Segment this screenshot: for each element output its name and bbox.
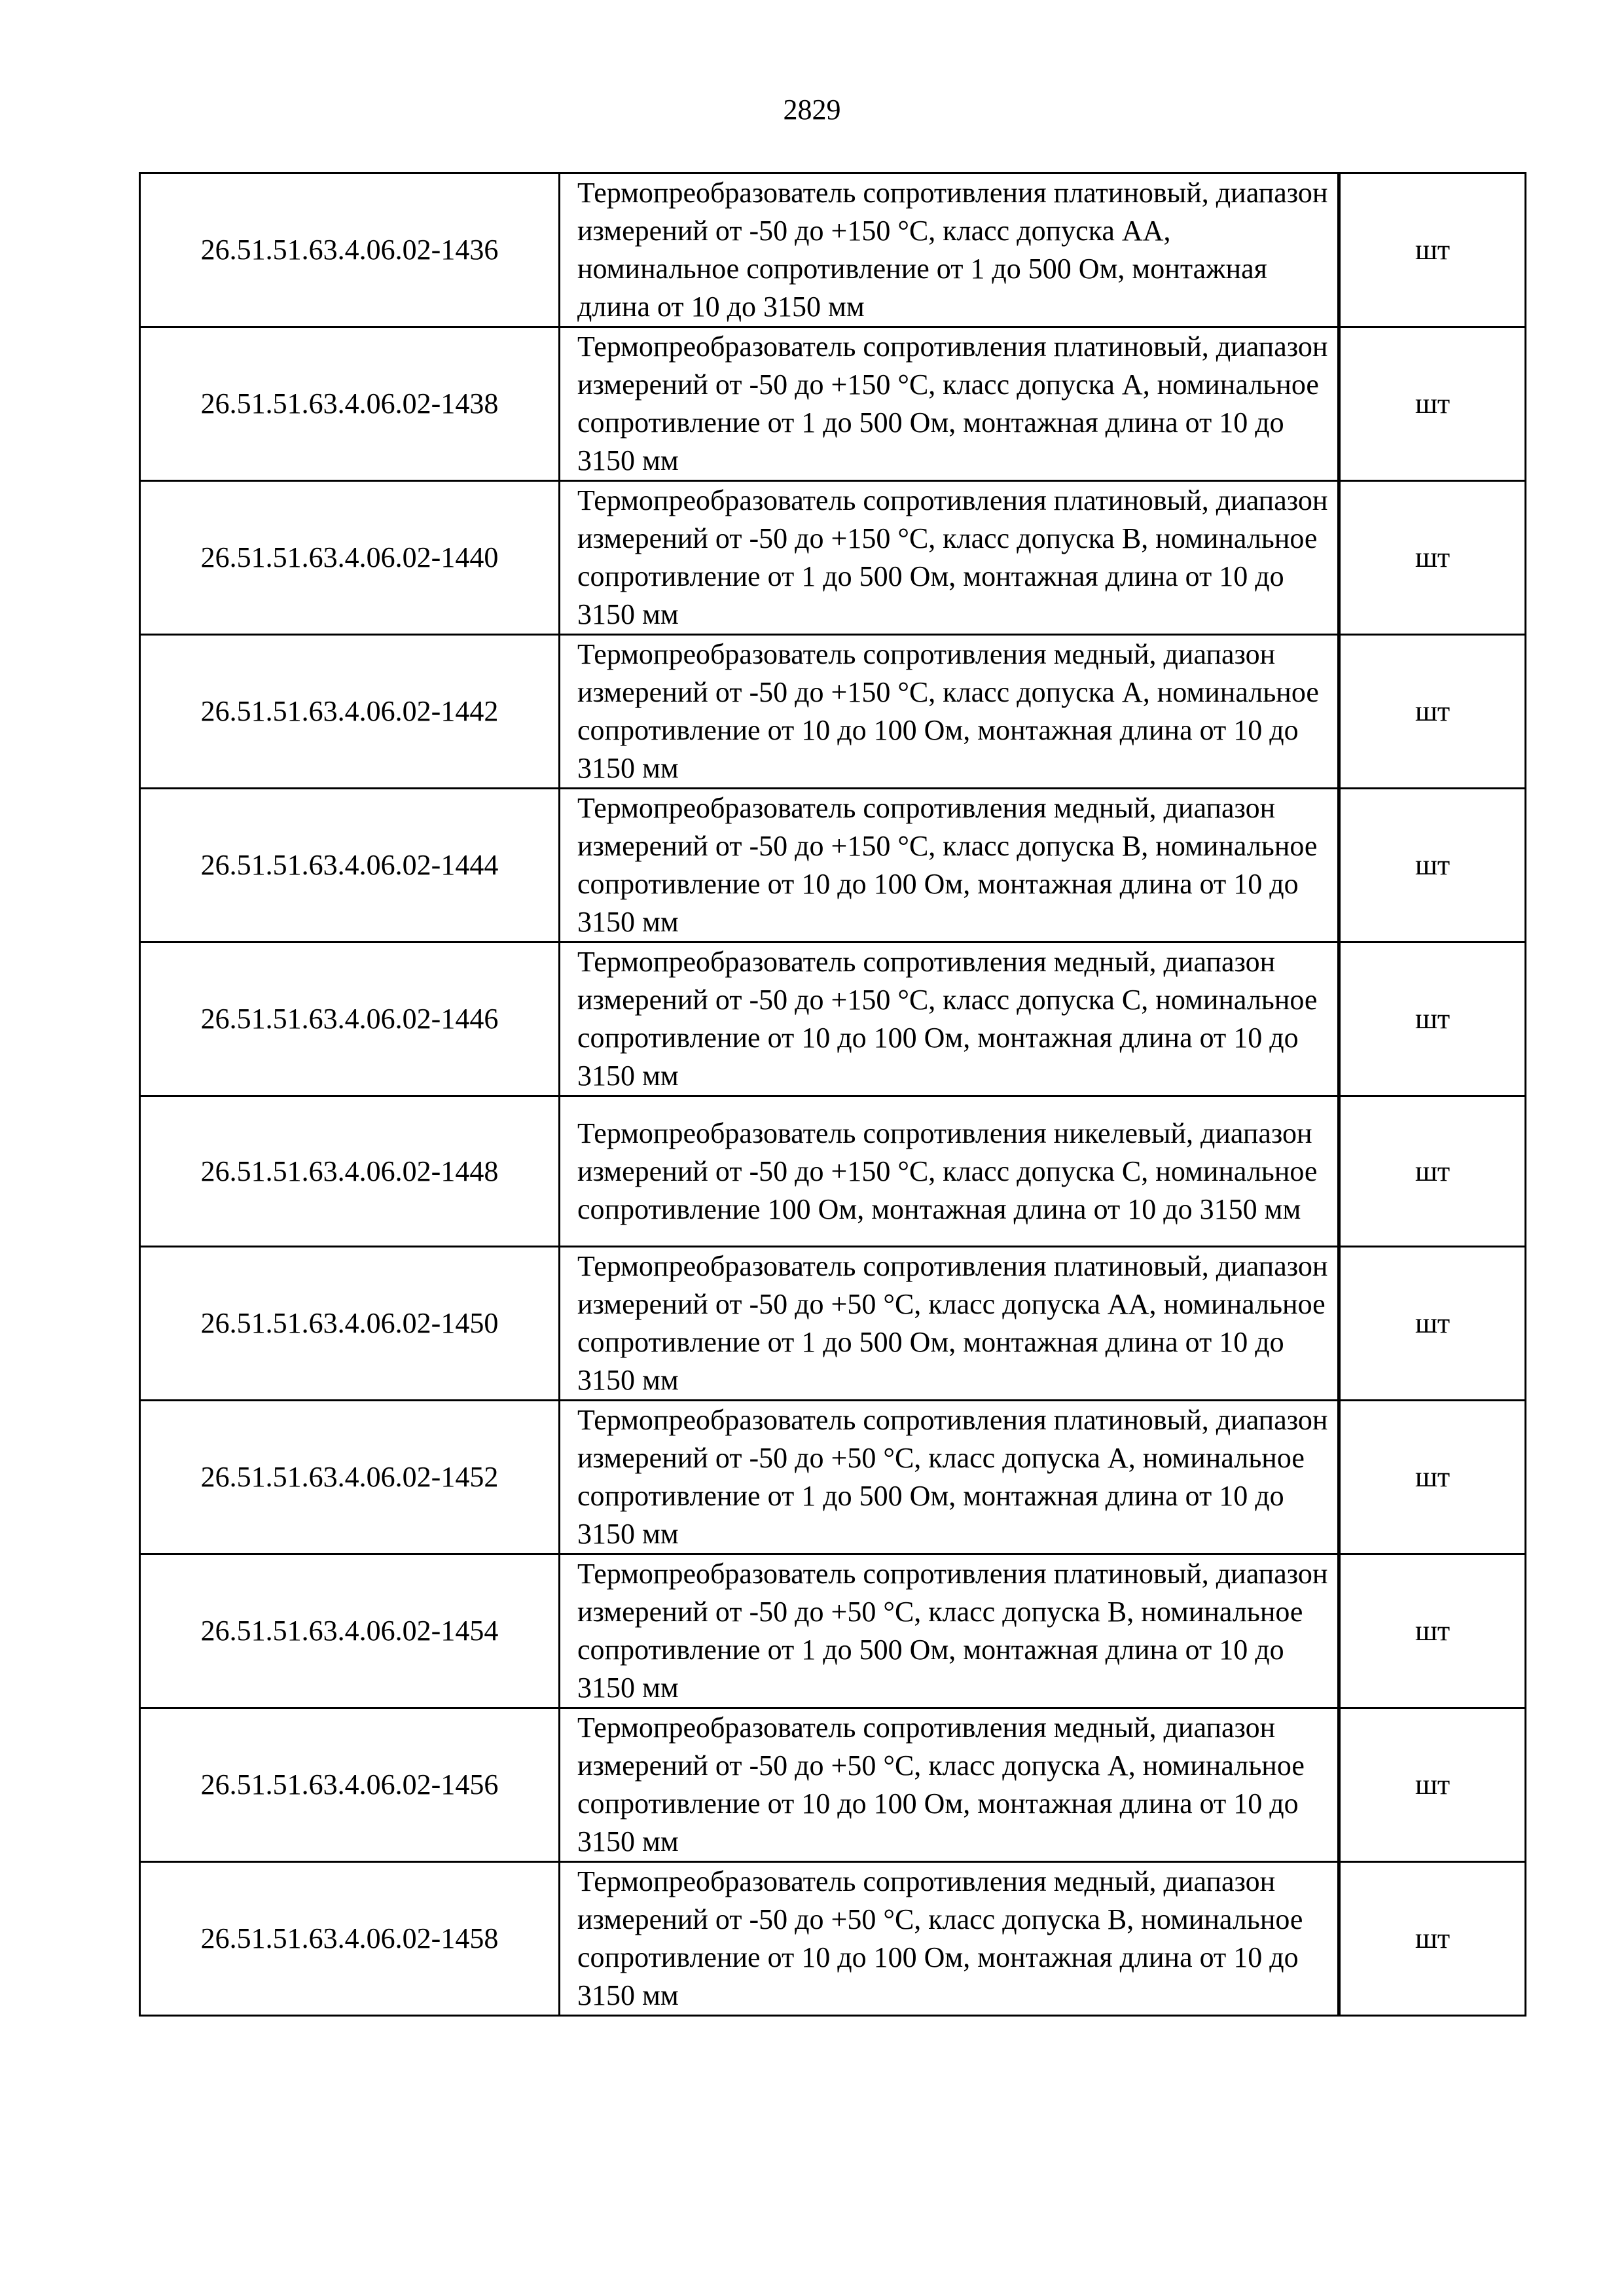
item-code: 26.51.51.63.4.06.02-1442 — [140, 635, 560, 789]
item-code: 26.51.51.63.4.06.02-1448 — [140, 1096, 560, 1247]
table-row — [140, 1862, 1526, 2016]
item-description: Термопреобразователь сопротивления платиновый, диапазон измерений от -50 до +150 °С, класс допуска В, номинальное сопротивление от 1 до 500 Ом, монтажная длина от 10 до 3150 мм — [560, 481, 1339, 635]
item-code: 26.51.51.63.4.06.02-1454 — [140, 1554, 560, 1708]
table-row — [140, 1401, 1526, 1554]
item-description: Термопреобразователь сопротивления медный, диапазон измерений от -50 до +50 °С, класс допуска А, номинальное сопротивление от 10 до 100 Ом, монтажная длина от 10 до 3150 мм — [560, 1708, 1339, 1862]
item-unit: шт — [1339, 1401, 1526, 1554]
item-unit: шт — [1339, 635, 1526, 789]
item-unit: шт — [1339, 173, 1526, 327]
item-unit: шт — [1339, 1862, 1526, 2016]
item-description: Термопреобразователь сопротивления медный, диапазон измерений от -50 до +50 °С, класс допуска В, номинальное сопротивление от 10 до 100 Ом, монтажная длина от 10 до 3150 мм — [560, 1862, 1339, 2016]
item-description: Термопреобразователь сопротивления медный, диапазон измерений от -50 до +150 °С, класс допуска А, номинальное сопротивление от 10 до 100 Ом, монтажная длина от 10 до 3150 мм — [560, 635, 1339, 789]
table-row — [140, 942, 1526, 1096]
table-row — [140, 1247, 1526, 1401]
item-code: 26.51.51.63.4.06.02-1444 — [140, 789, 560, 942]
table-row — [140, 1708, 1526, 1862]
item-code: 26.51.51.63.4.06.02-1436 — [140, 173, 560, 327]
item-code: 26.51.51.63.4.06.02-1446 — [140, 942, 560, 1096]
item-description: Термопреобразователь сопротивления платиновый, диапазон измерений от -50 до +50 °С, класс допуска АА, номинальное сопротивление от 1 до 500 Ом, монтажная длина от 10 до 3150 мм — [560, 1247, 1339, 1401]
table-row — [140, 1096, 1526, 1247]
table-row — [140, 327, 1526, 481]
table-row — [140, 173, 1526, 327]
item-unit: шт — [1339, 327, 1526, 481]
item-code: 26.51.51.63.4.06.02-1450 — [140, 1247, 560, 1401]
table-row — [140, 481, 1526, 635]
item-unit: шт — [1339, 942, 1526, 1096]
item-unit: шт — [1339, 1708, 1526, 1862]
item-code: 26.51.51.63.4.06.02-1458 — [140, 1862, 560, 2016]
catalog-table — [139, 172, 1526, 2017]
item-code: 26.51.51.63.4.06.02-1452 — [140, 1401, 560, 1554]
item-unit: шт — [1339, 1096, 1526, 1247]
item-description: Термопреобразователь сопротивления платиновый, диапазон измерений от -50 до +50 °С, класс допуска А, номинальное сопротивление от 1 до 500 Ом, монтажная длина от 10 до 3150 мм — [560, 1401, 1339, 1554]
item-description: Термопреобразователь сопротивления платиновый, диапазон измерений от -50 до +50 °С, класс допуска В, номинальное сопротивление от 1 до 500 Ом, монтажная длина от 10 до 3150 мм — [560, 1554, 1339, 1708]
table-row — [140, 1554, 1526, 1708]
table-row — [140, 789, 1526, 942]
page-number: 2829 — [783, 94, 841, 126]
item-description: Термопреобразователь сопротивления медный, диапазон измерений от -50 до +150 °С, класс допуска В, номинальное сопротивление от 10 до 100 Ом, монтажная длина от 10 до 3150 мм — [560, 789, 1339, 942]
item-unit: шт — [1339, 789, 1526, 942]
item-unit: шт — [1339, 1554, 1526, 1708]
item-code: 26.51.51.63.4.06.02-1438 — [140, 327, 560, 481]
item-description: Термопреобразователь сопротивления платиновый, диапазон измерений от -50 до +150 °С, класс допуска АА, номинальное сопротивление от 1 до 500 Ом, монтажная длина от 10 до 3150 мм — [560, 173, 1339, 327]
item-description: Термопреобразователь сопротивления никелевый, диапазон измерений от -50 до +150 °С, класс допуска С, номинальное сопротивление 100 Ом, монтажная длина от 10 до 3150 мм — [560, 1096, 1339, 1247]
item-code: 26.51.51.63.4.06.02-1440 — [140, 481, 560, 635]
item-unit: шт — [1339, 1247, 1526, 1401]
item-description: Термопреобразователь сопротивления платиновый, диапазон измерений от -50 до +150 °С, класс допуска А, номинальное сопротивление от 1 до 500 Ом, монтажная длина от 10 до 3150 мм — [560, 327, 1339, 481]
item-code: 26.51.51.63.4.06.02-1456 — [140, 1708, 560, 1862]
item-description: Термопреобразователь сопротивления медный, диапазон измерений от -50 до +150 °С, класс допуска С, номинальное сопротивление от 10 до 100 Ом, монтажная длина от 10 до 3150 мм — [560, 942, 1339, 1096]
table-row — [140, 635, 1526, 789]
item-unit: шт — [1339, 481, 1526, 635]
